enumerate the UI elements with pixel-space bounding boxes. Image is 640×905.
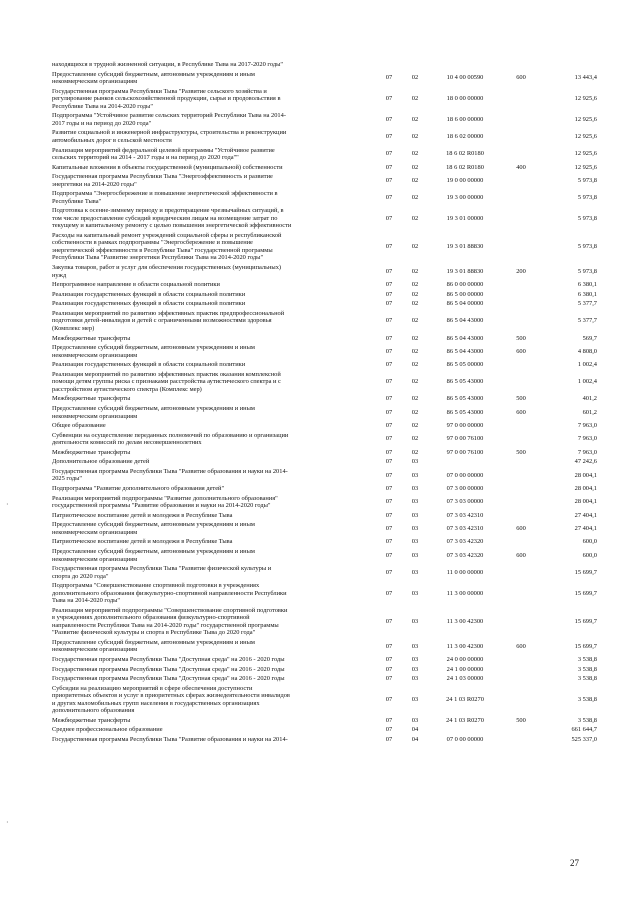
row-name: Государственная программа Республики Тыва "Развитие физической культуры и спорта до 2020 года" (52, 565, 272, 580)
row-amount: 28 004,1 (574, 498, 597, 506)
row-target-code: 86 5 05 00000 (446, 361, 484, 369)
row-target-code: 86 5 00 00000 (446, 290, 484, 298)
row-subsection: 02 (411, 317, 419, 325)
row-target-code: 07 3 00 00000 (446, 485, 484, 493)
table-row (52, 404, 597, 421)
row-name: Подпрограмма "Развитие дополнительного образования детей" (52, 485, 225, 493)
row-subsection: 02 (411, 408, 419, 416)
table-row (52, 638, 597, 655)
row-name: Предоставление субсидий бюджетным, автономным учреждениям и иным некоммерческим организациям (52, 70, 255, 86)
table-row (52, 172, 597, 189)
row-name: находящихся в трудной жизненной ситуации, в Республике Тыва на 2017-2020 годы" (52, 61, 283, 69)
row-section: 07 (385, 716, 393, 724)
table-row (52, 494, 597, 511)
table-row (52, 431, 597, 448)
row-amount: 5 973,8 (577, 214, 597, 222)
row-subsection: 04 (411, 736, 419, 744)
row-section: 07 (385, 538, 393, 546)
table-row (52, 684, 597, 716)
row-target-code: 86 5 04 00000 (446, 300, 484, 308)
table-row (52, 309, 597, 334)
table-row (52, 334, 597, 344)
row-subsection: 02 (411, 243, 419, 251)
row-target-code: 10 4 00 00590 (446, 74, 484, 82)
row-section: 07 (385, 408, 393, 416)
row-subsection: 02 (411, 214, 419, 222)
table-row (52, 484, 597, 494)
row-target-code: 18 6 00 00000 (446, 116, 484, 124)
row-subsection: 02 (411, 281, 419, 289)
row-amount: 12 925,6 (574, 163, 597, 171)
row-subsection: 02 (411, 176, 419, 184)
row-section: 07 (385, 290, 393, 298)
table-row (52, 716, 597, 726)
row-subsection: 03 (411, 458, 419, 466)
row-subsection: 03 (411, 568, 419, 576)
row-subsection: 02 (411, 133, 419, 141)
row-subsection: 02 (411, 74, 419, 82)
row-name: Подготовка к осенне-зимнему периоду и предотвращение чрезвычайных ситуаций, в том числе предоставление субсидий юридическим лицам на возмещение затрат по текущему и капитальному ремонту с целью повышения энергетической эффективности (52, 207, 292, 230)
row-expense-type: 500 (516, 716, 526, 724)
row-subsection: 03 (411, 716, 419, 724)
row-amount: 28 004,1 (574, 471, 597, 479)
row-amount: 47 242,6 (574, 458, 597, 466)
table-row (52, 60, 597, 70)
table-row (52, 280, 597, 290)
row-subsection: 02 (411, 194, 419, 202)
row-target-code: 18 6 02 R0180 (446, 163, 484, 171)
row-subsection: 03 (411, 618, 419, 626)
table-row (52, 370, 597, 395)
row-expense-type: 600 (516, 525, 526, 533)
page-number: 27 (570, 858, 579, 868)
table-row (52, 343, 597, 360)
row-target-code: 86 5 04 43000 (446, 317, 484, 325)
row-amount: 3 538,8 (577, 665, 597, 673)
row-name: Реализация государственных функций в области социальной политики (52, 300, 246, 308)
row-name: Государственная программа Республики Тыва "Доступная среда" на 2016 - 2020 годы (52, 665, 285, 673)
row-name: Реализация государственных функций в области социальной политики (52, 361, 246, 369)
row-subsection: 03 (411, 589, 419, 597)
row-expense-type: 600 (516, 642, 526, 650)
row-amount: 600,0 (582, 551, 597, 559)
row-name: Общее образование (52, 422, 106, 430)
row-target-code: 11 3 00 00000 (446, 589, 484, 597)
row-amount: 6 380,1 (577, 281, 597, 289)
row-section: 07 (385, 281, 393, 289)
row-name: Реализация мероприятий федеральной целевой программы "Устойчивое развитие сельских территорий на 2014 - 2017 годы и на период до 2020 года"" (52, 146, 275, 162)
row-amount: 12 925,6 (574, 116, 597, 124)
row-target-code: 19 0 00 00000 (446, 176, 484, 184)
table-row (52, 206, 597, 231)
row-target-code: 97 0 00 76100 (446, 448, 484, 456)
row-name: Государственная программа Республики Тыва "Доступная среда" на 2016 - 2020 годы (52, 656, 285, 664)
row-section: 07 (385, 163, 393, 171)
row-section: 07 (385, 95, 393, 103)
table-row (52, 457, 597, 467)
row-target-code: 24 1 03 R0270 (446, 716, 484, 724)
table-row (52, 421, 597, 431)
margin-mark: · (6, 500, 9, 509)
table-row (52, 263, 597, 280)
row-amount: 5 377,7 (577, 317, 597, 325)
row-name: Патриотическое воспитание детей и молодежи в Республике Тыва (52, 511, 233, 519)
row-subsection: 03 (411, 538, 419, 546)
row-amount: 12 925,6 (574, 95, 597, 103)
row-name: Реализация мероприятий по развитию эффективных практик предпрофессиональной подготовки детей-инвалидов и детей с ограниченными возможностями здоровья (Комплекс мер) (52, 309, 285, 332)
row-section: 07 (385, 395, 393, 403)
row-amount: 15 699,7 (574, 589, 597, 597)
row-name: Дополнительное образование детей (52, 458, 150, 466)
row-amount: 7 963,0 (577, 422, 597, 430)
row-section: 07 (385, 334, 393, 342)
row-subsection: 03 (411, 471, 419, 479)
row-section: 07 (385, 665, 393, 673)
margin-mark: · (6, 818, 9, 827)
row-target-code: 07 0 00 00000 (446, 471, 484, 479)
row-amount: 7 963,0 (577, 448, 597, 456)
table-row (52, 581, 597, 606)
row-section: 07 (385, 675, 393, 683)
row-name: Предоставление субсидий бюджетным, автономным учреждениям и иным некоммерческим организациям (52, 521, 255, 536)
row-target-code: 19 3 01 00000 (446, 214, 484, 222)
table-row (52, 520, 597, 537)
row-section: 07 (385, 150, 393, 158)
row-section: 07 (385, 422, 393, 430)
row-target-code: 86 5 05 43000 (446, 378, 484, 386)
table-row (52, 231, 597, 263)
row-expense-type: 500 (516, 334, 526, 342)
row-amount: 3 538,8 (577, 675, 597, 683)
row-section: 07 (385, 347, 393, 355)
row-target-code: 97 0 00 76100 (446, 435, 484, 443)
row-name: Межбюджетные трансферты (52, 448, 131, 456)
row-amount: 4 808,0 (577, 347, 597, 355)
row-amount: 27 404,1 (574, 511, 597, 519)
row-subsection: 03 (411, 498, 419, 506)
row-subsection: 02 (411, 435, 419, 443)
row-section: 07 (385, 214, 393, 222)
row-section: 07 (385, 589, 393, 597)
row-target-code: 11 0 00 00000 (446, 568, 484, 576)
row-amount: 3 538,8 (577, 716, 597, 724)
row-target-code: 11 3 00 42300 (446, 642, 484, 650)
row-target-code: 24 1 03 00000 (446, 675, 484, 683)
row-target-code: 18 0 00 00000 (446, 95, 484, 103)
table-row (52, 537, 597, 547)
row-target-code: 19 3 01 88830 (446, 267, 484, 275)
row-section: 07 (385, 726, 393, 734)
row-subsection: 02 (411, 116, 419, 124)
row-section: 07 (385, 525, 393, 533)
row-name: Реализация мероприятий по развитию эффективных практик оказания комплексной помощи детям группы риска с признаками расстройства аутистического спектра и с расстройством аутистического спектра (Комплекс мер) (52, 370, 281, 393)
row-section: 07 (385, 471, 393, 479)
row-amount: 601,2 (582, 408, 597, 416)
row-subsection: 03 (411, 642, 419, 650)
row-amount: 15 699,7 (574, 642, 597, 650)
table-row (52, 299, 597, 309)
row-name: Государственная программа Республики Тыва "Доступная среда" на 2016 - 2020 годы (52, 675, 285, 683)
row-subsection: 03 (411, 511, 419, 519)
row-subsection: 02 (411, 378, 419, 386)
row-name: Подпрограмма "Совершенствование спортивной подготовки в учреждениях дополнительного образования физкультурно-спортивной направленности Республики Тыва на 2014-2020 годы" (52, 582, 287, 605)
row-amount: 5 973,8 (577, 194, 597, 202)
row-target-code: 07 3 03 00000 (446, 498, 484, 506)
row-subsection: 02 (411, 163, 419, 171)
row-name: Реализация мероприятий подпрограммы "Развитие дополнительного образования" государственной программы "Развитие образования и науки на 2014-2020 годы" (52, 494, 278, 510)
row-name: Субсидии на реализацию мероприятий в сфере обеспечения доступности приоритетных объектов и услуг в приоритетных сферах жизнедеятельности инвалидов и других маломобильных групп населения в государственных организациях дополнительного образования (52, 684, 290, 715)
row-amount: 1 002,4 (577, 361, 597, 369)
row-amount: 27 404,1 (574, 525, 597, 533)
row-target-code: 18 6 02 00000 (446, 133, 484, 141)
row-target-code: 97 0 00 00000 (446, 422, 484, 430)
row-name: Среднее профессиональное образование (52, 726, 163, 734)
row-subsection: 02 (411, 334, 419, 342)
row-section: 07 (385, 551, 393, 559)
table-row (52, 394, 597, 404)
budget-table (52, 60, 597, 745)
row-expense-type: 400 (516, 163, 526, 171)
row-name: Государственная программа Республики Тыва "Развитие образования и науки на 2014- (52, 736, 288, 744)
table-row (52, 189, 597, 206)
table-row (52, 87, 597, 112)
table-row (52, 163, 597, 173)
row-amount: 12 925,6 (574, 150, 597, 158)
row-amount: 5 377,7 (577, 300, 597, 308)
row-name: Развитие социальной и инженерной инфраструктуры, строительства и реконструкции автомобильных дорог в сельской местности (52, 129, 287, 144)
row-target-code: 86 0 00 00000 (446, 281, 484, 289)
row-expense-type: 600 (516, 347, 526, 355)
table-row (52, 655, 597, 665)
row-subsection: 02 (411, 290, 419, 298)
row-section: 07 (385, 116, 393, 124)
row-subsection: 02 (411, 300, 419, 308)
row-section: 07 (385, 458, 393, 466)
row-target-code: 07 3 03 42310 (446, 511, 484, 519)
row-section: 07 (385, 267, 393, 275)
row-subsection: 03 (411, 551, 419, 559)
row-amount: 1 002,4 (577, 378, 597, 386)
row-amount: 3 538,8 (577, 656, 597, 664)
row-section: 07 (385, 511, 393, 519)
row-name: Реализация государственных функций в области социальной политики (52, 290, 246, 298)
row-subsection: 04 (411, 726, 419, 734)
row-amount: 401,2 (582, 395, 597, 403)
row-section: 07 (385, 194, 393, 202)
row-target-code: 24 0 00 00000 (446, 656, 484, 664)
row-subsection: 03 (411, 696, 419, 704)
row-name: Предоставление субсидий бюджетным, автономным учреждениям и иным некоммерческим организациям (52, 638, 255, 654)
row-target-code: 24 1 03 R0270 (446, 696, 484, 704)
row-name: Подпрограмма "Устойчивое развитие сельских территорий Республики Тыва на 2014- 2017 годы и на период до 2020 года" (52, 112, 286, 127)
row-section: 07 (385, 498, 393, 506)
row-target-code: 86 5 04 43000 (446, 347, 484, 355)
table-row (52, 674, 597, 684)
row-amount: 525 337,0 (571, 736, 597, 744)
row-subsection: 03 (411, 665, 419, 673)
row-section: 07 (385, 642, 393, 650)
row-amount: 5 973,8 (577, 243, 597, 251)
table-row (52, 665, 597, 675)
table-row (52, 547, 597, 564)
row-name: Закупка товаров, работ и услуг для обеспечения государственных (муниципальных) нужд (52, 264, 282, 279)
row-name: Субвенции на осуществление переданных полномочий по образованию и организации деятельности комиссий по делам несовершеннолетних (52, 431, 289, 447)
row-expense-type: 600 (516, 408, 526, 416)
row-amount: 6 380,1 (577, 290, 597, 298)
row-section: 07 (385, 74, 393, 82)
row-name: Межбюджетные трансферты (52, 395, 131, 403)
row-name: Расходы на капитальный ремонт учреждений социальной сферы и республиканской собственности в рамках подпрограммы "Энергосбережение и повышение энергетической эффективности в Республике Тыва" государственной программы Республики Тыва "Развитие энергетики Республики Тыва на 2014-2020 годы" (52, 231, 282, 262)
row-section: 07 (385, 133, 393, 141)
row-section: 07 (385, 317, 393, 325)
row-name: Предоставление субсидий бюджетным, автономным учреждениям и иным некоммерческим организациям (52, 548, 255, 563)
row-name: Подпрограмма "Энергосбережение и повышение энергетической эффективности в Республике Тыва" (52, 190, 278, 205)
row-name: Капитальные вложения в объекты государственной (муниципальной) собственности (52, 163, 283, 171)
row-target-code: 19 3 01 88830 (446, 243, 484, 251)
row-target-code: 18 6 02 R0180 (446, 150, 484, 158)
table-row (52, 448, 597, 458)
row-amount: 600,0 (582, 538, 597, 546)
row-name: Предоставление субсидий бюджетным, автономным учреждениям и иным некоммерческим организациям (52, 344, 255, 359)
row-target-code: 24 1 00 00000 (446, 665, 484, 673)
row-target-code: 86 5 05 43000 (446, 408, 484, 416)
row-target-code: 07 3 03 42310 (446, 525, 484, 533)
row-subsection: 02 (411, 95, 419, 103)
row-name: Государственная программа Республики Тыва "Развитие образования и науки на 2014- 2025 годы" (52, 467, 288, 483)
row-amount: 661 644,7 (571, 726, 597, 734)
row-amount: 15 699,7 (574, 618, 597, 626)
row-amount: 28 004,1 (574, 485, 597, 493)
table-row (52, 111, 597, 128)
row-section: 07 (385, 243, 393, 251)
row-expense-type: 500 (516, 395, 526, 403)
row-expense-type: 600 (516, 551, 526, 559)
row-subsection: 02 (411, 448, 419, 456)
row-name: Реализация мероприятий подпрограммы "Совершенствование спортивной подготовки в учреждениях дополнительного образования физкультурно-спортивной направленности Республики Тыва на 2014-2020 годы" государственной программы "Развитие физической культуры и спорта в Республике Тыва до 2020 года" (52, 606, 288, 637)
row-section: 07 (385, 378, 393, 386)
row-name: Государственная программа Республики Тыва "Энергоэффективность и развитие энергетики на 2014-2020 годы" (52, 173, 273, 188)
row-target-code: 07 3 03 42320 (446, 551, 484, 559)
table-row (52, 511, 597, 521)
table-row (52, 606, 597, 638)
table-row (52, 564, 597, 581)
row-section: 07 (385, 485, 393, 493)
row-name: Государственная программа Республики Тыва "Развитие сельского хозяйства и регулирование рынков сельскохозяйственной продукции, сырья и продовольствия в Республике Тыва на 2014-2020 годы" (52, 87, 281, 110)
row-target-code: 19 3 00 00000 (446, 194, 484, 202)
row-section: 07 (385, 736, 393, 744)
row-target-code: 07 3 03 42320 (446, 538, 484, 546)
row-subsection: 02 (411, 347, 419, 355)
row-subsection: 02 (411, 395, 419, 403)
row-subsection: 03 (411, 485, 419, 493)
row-subsection: 03 (411, 675, 419, 683)
table-row (52, 145, 597, 162)
row-amount: 7 963,0 (577, 435, 597, 443)
table-row (52, 360, 597, 370)
row-target-code: 07 0 00 00000 (446, 736, 484, 744)
row-name: Межбюджетные трансферты (52, 716, 131, 724)
row-name: Межбюджетные трансферты (52, 334, 131, 342)
table-row (52, 290, 597, 300)
row-subsection: 02 (411, 361, 419, 369)
row-section: 07 (385, 696, 393, 704)
row-section: 07 (385, 300, 393, 308)
row-section: 07 (385, 361, 393, 369)
row-subsection: 02 (411, 422, 419, 430)
row-amount: 5 973,8 (577, 267, 597, 275)
row-expense-type: 500 (516, 448, 526, 456)
row-section: 07 (385, 568, 393, 576)
row-expense-type: 200 (516, 267, 526, 275)
row-subsection: 03 (411, 656, 419, 664)
table-row (52, 725, 597, 735)
row-name: Патриотическое воспитание детей и молодежи в Республике Тыва (52, 538, 233, 546)
row-section: 07 (385, 656, 393, 664)
table-row (52, 467, 597, 484)
row-section: 07 (385, 176, 393, 184)
row-expense-type: 600 (516, 74, 526, 82)
row-target-code: 11 3 00 42300 (446, 618, 484, 626)
row-amount: 13 443,4 (574, 74, 597, 82)
table-row (52, 735, 597, 745)
row-amount: 15 699,7 (574, 568, 597, 576)
row-target-code: 86 5 04 43000 (446, 334, 484, 342)
row-name: Предоставление субсидий бюджетным, автономным учреждениям и иным некоммерческим организациям (52, 405, 255, 420)
row-amount: 5 973,8 (577, 176, 597, 184)
row-section: 07 (385, 618, 393, 626)
row-amount: 12 925,6 (574, 133, 597, 141)
table-row (52, 128, 597, 145)
row-section: 07 (385, 448, 393, 456)
table-row (52, 70, 597, 87)
row-subsection: 02 (411, 150, 419, 158)
row-section: 07 (385, 435, 393, 443)
row-amount: 569,7 (582, 334, 597, 342)
row-subsection: 03 (411, 525, 419, 533)
row-target-code: 86 5 05 43000 (446, 395, 484, 403)
row-subsection: 02 (411, 267, 419, 275)
row-name: Непрограммное направление в области социальной политики (52, 281, 220, 289)
row-amount: 3 538,8 (577, 696, 597, 704)
